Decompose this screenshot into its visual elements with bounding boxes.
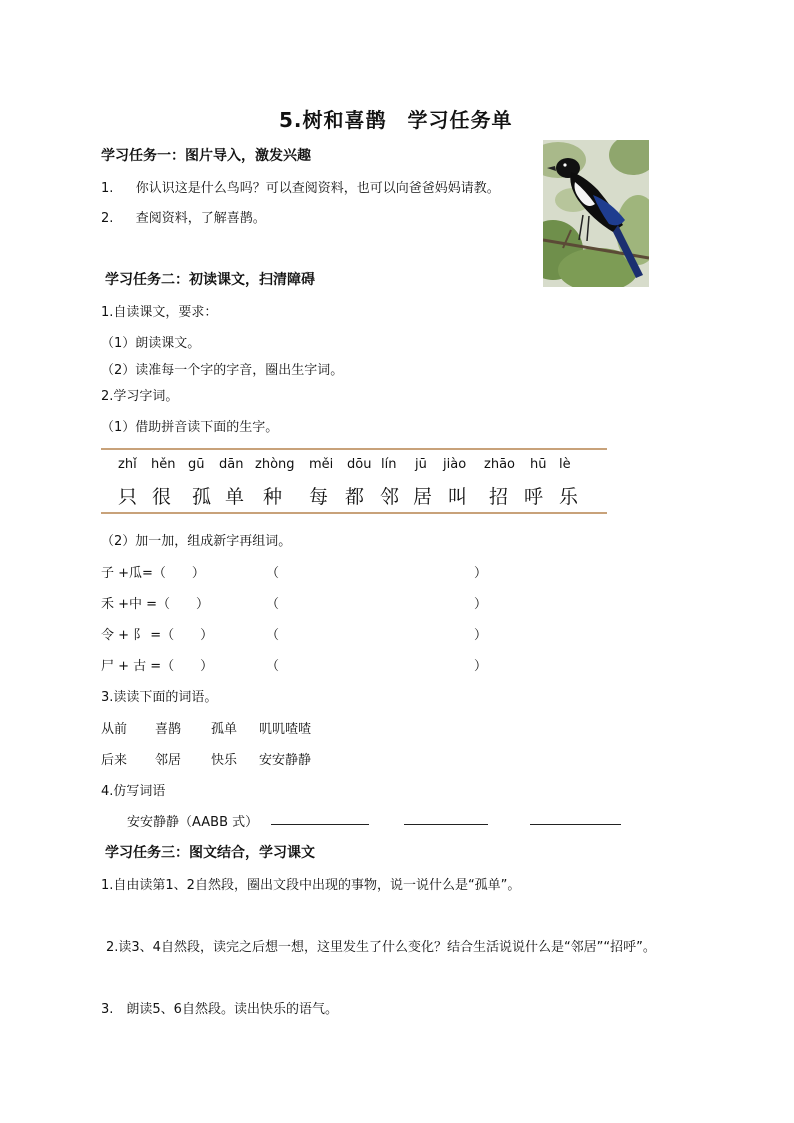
hanzi-10: 叫 [448,486,469,508]
magpie-image [543,140,649,287]
task1-item-1 [101,177,500,196]
add-word-2: （ ） [266,597,488,612]
hanzi-1: 只 [118,486,139,508]
imitate-example: 安安静静（AABB 式） [127,815,259,830]
hanzi-12: 呼 [524,486,545,508]
pinyin-11: zhāo [484,457,515,472]
pinyin-1: zhǐ [118,457,137,472]
pinyin-intro: （1）借助拼音读下面的生字。 [101,420,279,435]
imitate-blank-2[interactable] [404,824,488,825]
word-2-1: 后来 [101,753,128,768]
pinyin-8: lín [381,457,397,472]
pinyin-10: jiào [443,457,467,472]
hanzi-11: 招 [489,486,510,508]
requirement-2: （2）读准每一个字的字音，圈出生字词。 [101,363,344,378]
hanzi-7: 都 [345,486,366,508]
table-bottom-rule [101,512,607,514]
imitate-blank-3[interactable] [530,824,621,825]
word-1-1: 从前 [101,722,128,737]
word-2-2: 邻居 [155,753,182,768]
page-title: 5.树和喜鹊 学习任务单 [279,108,513,132]
word-2-3: 快乐 [211,753,238,768]
pinyin-9: jū [415,457,427,472]
add-formula-1: 子 +瓜=（ ） [101,566,205,581]
task3-question-3: 3. 朗读5、6自然段。读出快乐的语气。 [101,1002,338,1017]
requirement-1: （1）朗读课文。 [101,336,201,351]
table-top-rule [101,448,607,450]
self-read-instruction: 1.自读课文，要求： [101,305,218,320]
task1-item-2-num: 2. [101,211,114,226]
imitate-intro: 4.仿写词语 [101,784,166,799]
task3-question-2: 2.读3、4自然段，读完之后想一想，这里发生了什么变化？结合生活说说什么是“邻居”“招呼”。 [106,940,656,955]
task1-heading: 学习任务一：图片导入，激发兴趣 [101,148,311,164]
pinyin-6: měi [309,457,334,472]
task1-item-1-text: 你认识这是什么鸟吗？可以查阅资料，也可以向爸爸妈妈请教。 [135,181,500,196]
task2-heading: 学习任务二：初读课文，扫清障碍 [105,272,315,288]
task1-item-2-text: 查阅资料，了解喜鹊。 [135,211,266,226]
hanzi-9: 居 [413,486,434,508]
pinyin-3: gū [188,457,205,472]
add-word-3: （ ） [266,628,488,643]
hanzi-2: 很 [152,486,173,508]
hanzi-3: 孤 [192,486,213,508]
task1-item-1-num: 1. [101,181,114,196]
magpie-photo [543,140,649,287]
word-2-4: 安安静静 [259,753,312,768]
pinyin-5: zhòng [255,457,295,472]
pinyin-2: hěn [151,457,176,472]
pinyin-4: dān [219,457,244,472]
add-formula-3: 令 + 阝 =（ ） [101,628,214,643]
add-formula-2: 禾 +中 =（ ） [101,597,210,612]
word-1-3: 孤单 [211,722,238,737]
add-formula-4: 尸 + 古 =（ ） [101,659,214,674]
hanzi-5: 种 [263,486,284,508]
pinyin-12: hū [530,457,547,472]
pinyin-7: dōu [347,457,372,472]
add-intro: （2）加一加，组成新字再组词。 [101,534,292,549]
hanzi-6: 每 [309,486,330,508]
add-word-1: （ ） [266,566,488,581]
hanzi-8: 邻 [380,486,401,508]
add-word-4: （ ） [266,659,488,674]
hanzi-4: 单 [225,486,246,508]
word-1-2: 喜鹊 [155,722,182,737]
learn-words-heading: 2.学习字词。 [101,389,179,404]
task1-item-2 [101,207,266,226]
imitate-blank-1[interactable] [271,824,369,825]
task3-heading: 学习任务三：图文结合，学习课文 [105,845,315,861]
task3-question-1: 1.自由读第1、2自然段，圈出文段中出现的事物，说一说什么是“孤单”。 [101,878,521,893]
word-1-4: 叽叽喳喳 [259,722,312,737]
hanzi-13: 乐 [559,486,580,508]
words-intro: 3.读读下面的词语。 [101,690,218,705]
pinyin-13: lè [559,457,571,472]
